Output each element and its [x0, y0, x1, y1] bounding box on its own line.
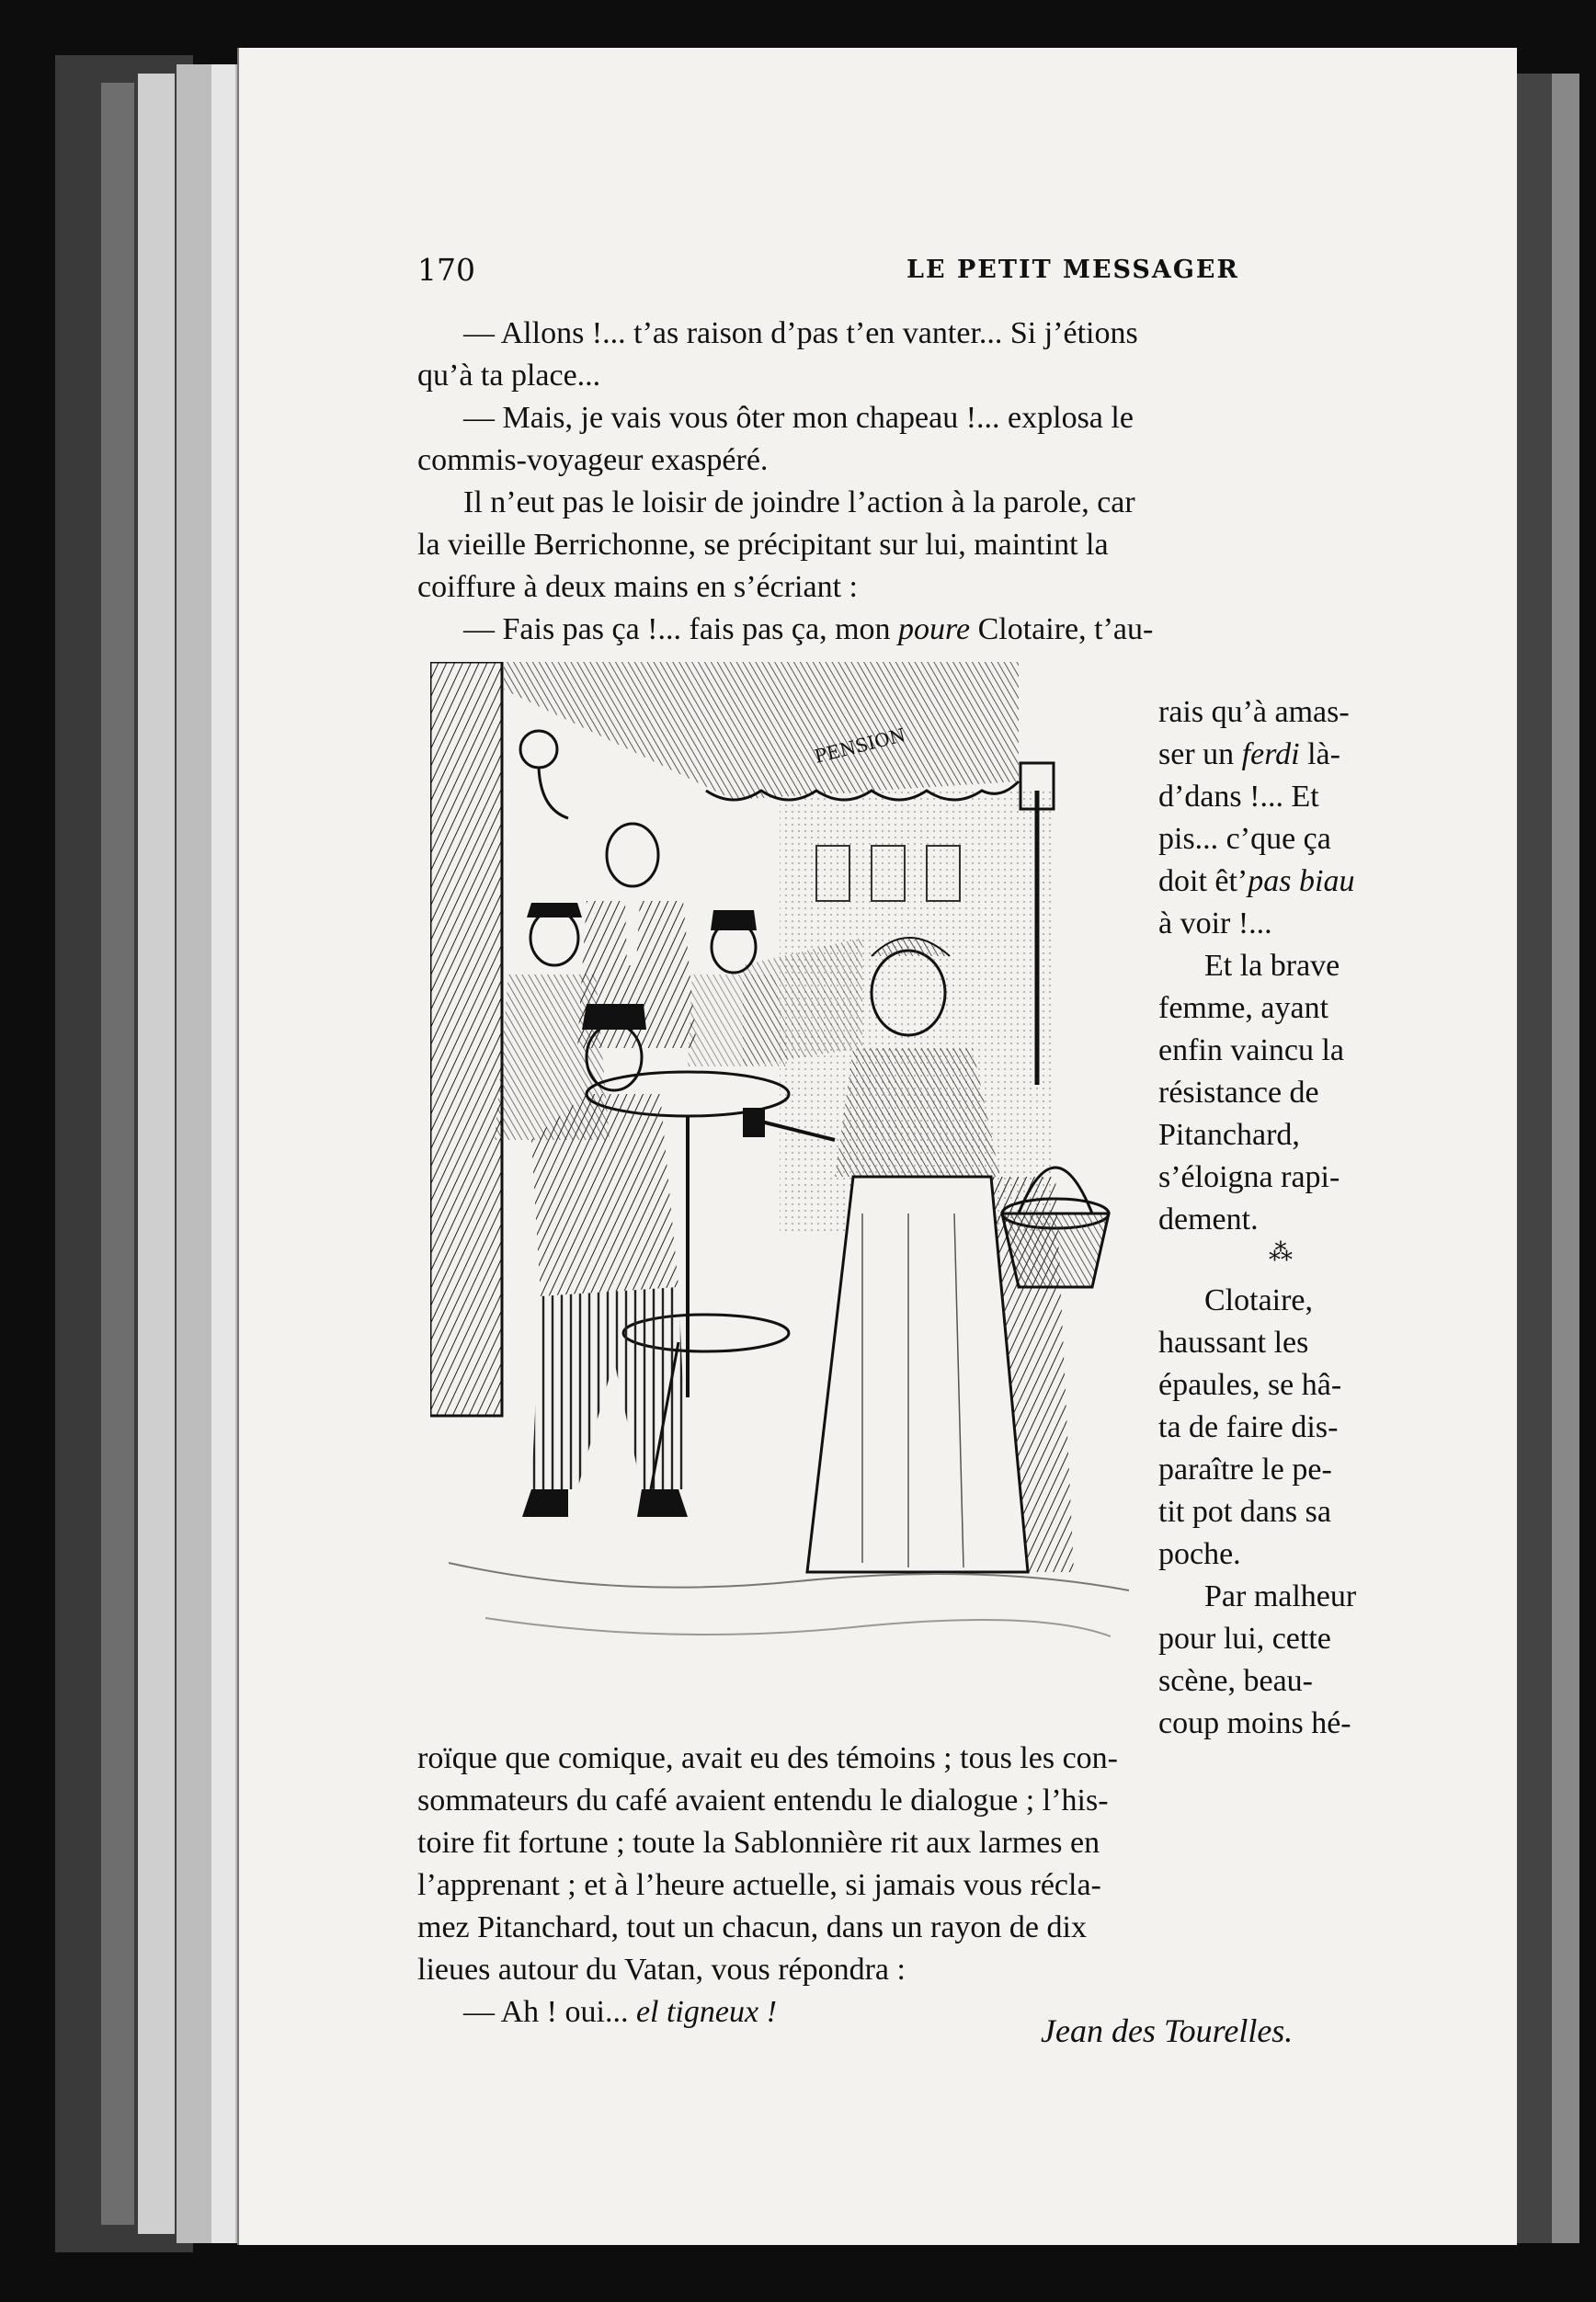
bottom-paragraph: [417, 1738, 1419, 2034]
text-line: mez Pitanchard, tout un chacun, dans un rayon de dix: [417, 1910, 1087, 1944]
text-line: commis-voyageur exaspéré.: [417, 443, 769, 477]
text-line: Clotaire,: [1204, 1283, 1314, 1317]
running-head: [417, 252, 1429, 289]
text-line: d’dans !... Et: [1158, 780, 1319, 814]
text-line: à voir !...: [1158, 906, 1272, 940]
page-number: 170: [417, 252, 475, 288]
text-line: sommateurs du café avaient entendu le dialogue ; l’his-: [417, 1783, 1109, 1818]
text-line: rais qu’à amas-: [1158, 695, 1350, 729]
text-line: doit êt’pas biau: [1158, 864, 1355, 898]
text-line: pour lui, cette: [1158, 1622, 1331, 1656]
text-line: dement.: [1158, 1202, 1259, 1236]
text-line: — Allons !... t’as raison d’pas t’en vanter... Si j’étions: [463, 316, 1138, 350]
text-line: paraître le pe-: [1158, 1453, 1332, 1487]
page-stack-edge: [138, 74, 175, 2234]
text-line: ser un ferdi là-: [1158, 737, 1340, 771]
text-line: Il n’eut pas le loisir de joindre l’action à la parole, car: [463, 485, 1135, 519]
text-line: coup moins hé-: [1158, 1706, 1351, 1740]
text-line: — Mais, je vais vous ôter mon chapeau !... explosa le: [463, 401, 1134, 435]
text-line: roïque que comique, avait eu des témoins ; tous les con-: [417, 1741, 1118, 1775]
page-stack-edge: [101, 83, 134, 2225]
engraving-cafe-scene-icon: [430, 662, 1136, 1701]
text-line: toire fit fortune ; toute la Sablonnière rit aux larmes en: [417, 1826, 1100, 1860]
text-line: résistance de: [1158, 1076, 1319, 1110]
text-line: Et la brave: [1204, 949, 1340, 983]
section-separator: ⁂: [1269, 1239, 1294, 1267]
text-line: l’apprenant ; et à l’heure actuelle, si jamais vous récla-: [417, 1868, 1101, 1902]
awning-sign: PENSION: [812, 724, 908, 768]
text-line: tit pot dans sa: [1158, 1495, 1331, 1529]
text-line: — Fais pas ça !... fais pas ça, mon poure Clotaire, t’au-: [463, 612, 1154, 646]
facing-page-edge: [1552, 74, 1579, 2243]
top-paragraphs: [417, 313, 1419, 651]
side-column-2: [1158, 1280, 1418, 1745]
text-line: lieues autour du Vatan, vous répondra :: [417, 1953, 906, 1987]
text-line: enfin vaincu la: [1158, 1033, 1345, 1067]
text-line: la vieille Berrichonne, se précipitant sur lui, maintint la: [417, 528, 1109, 562]
book-page: [237, 48, 1517, 2245]
author-signature: Jean des Tourelles.: [1041, 2012, 1294, 2049]
page-stack-edge: [211, 64, 235, 2243]
text-line: femme, ayant: [1158, 991, 1329, 1025]
text-line: épaules, se hâ-: [1158, 1368, 1342, 1402]
running-title: LE PETIT MESSAGER: [906, 256, 1239, 284]
text-line: poche.: [1158, 1537, 1241, 1571]
text-line: Pitanchard,: [1158, 1118, 1300, 1152]
side-column: [1158, 691, 1418, 1241]
text-line: ta de faire dis-: [1158, 1410, 1339, 1444]
text-line: qu’à ta place...: [417, 359, 601, 393]
text-line: Par malheur: [1204, 1579, 1357, 1613]
text-line: haussant les: [1158, 1326, 1309, 1360]
text-line: scène, beau-: [1158, 1664, 1314, 1698]
text-line: coiffure à deux mains en s’écriant :: [417, 570, 858, 604]
text-line: s’éloigna rapi-: [1158, 1160, 1340, 1194]
text-line: pis... c’que ça: [1158, 822, 1331, 856]
text-line: — Ah ! oui... el tigneux !: [463, 1995, 777, 2029]
